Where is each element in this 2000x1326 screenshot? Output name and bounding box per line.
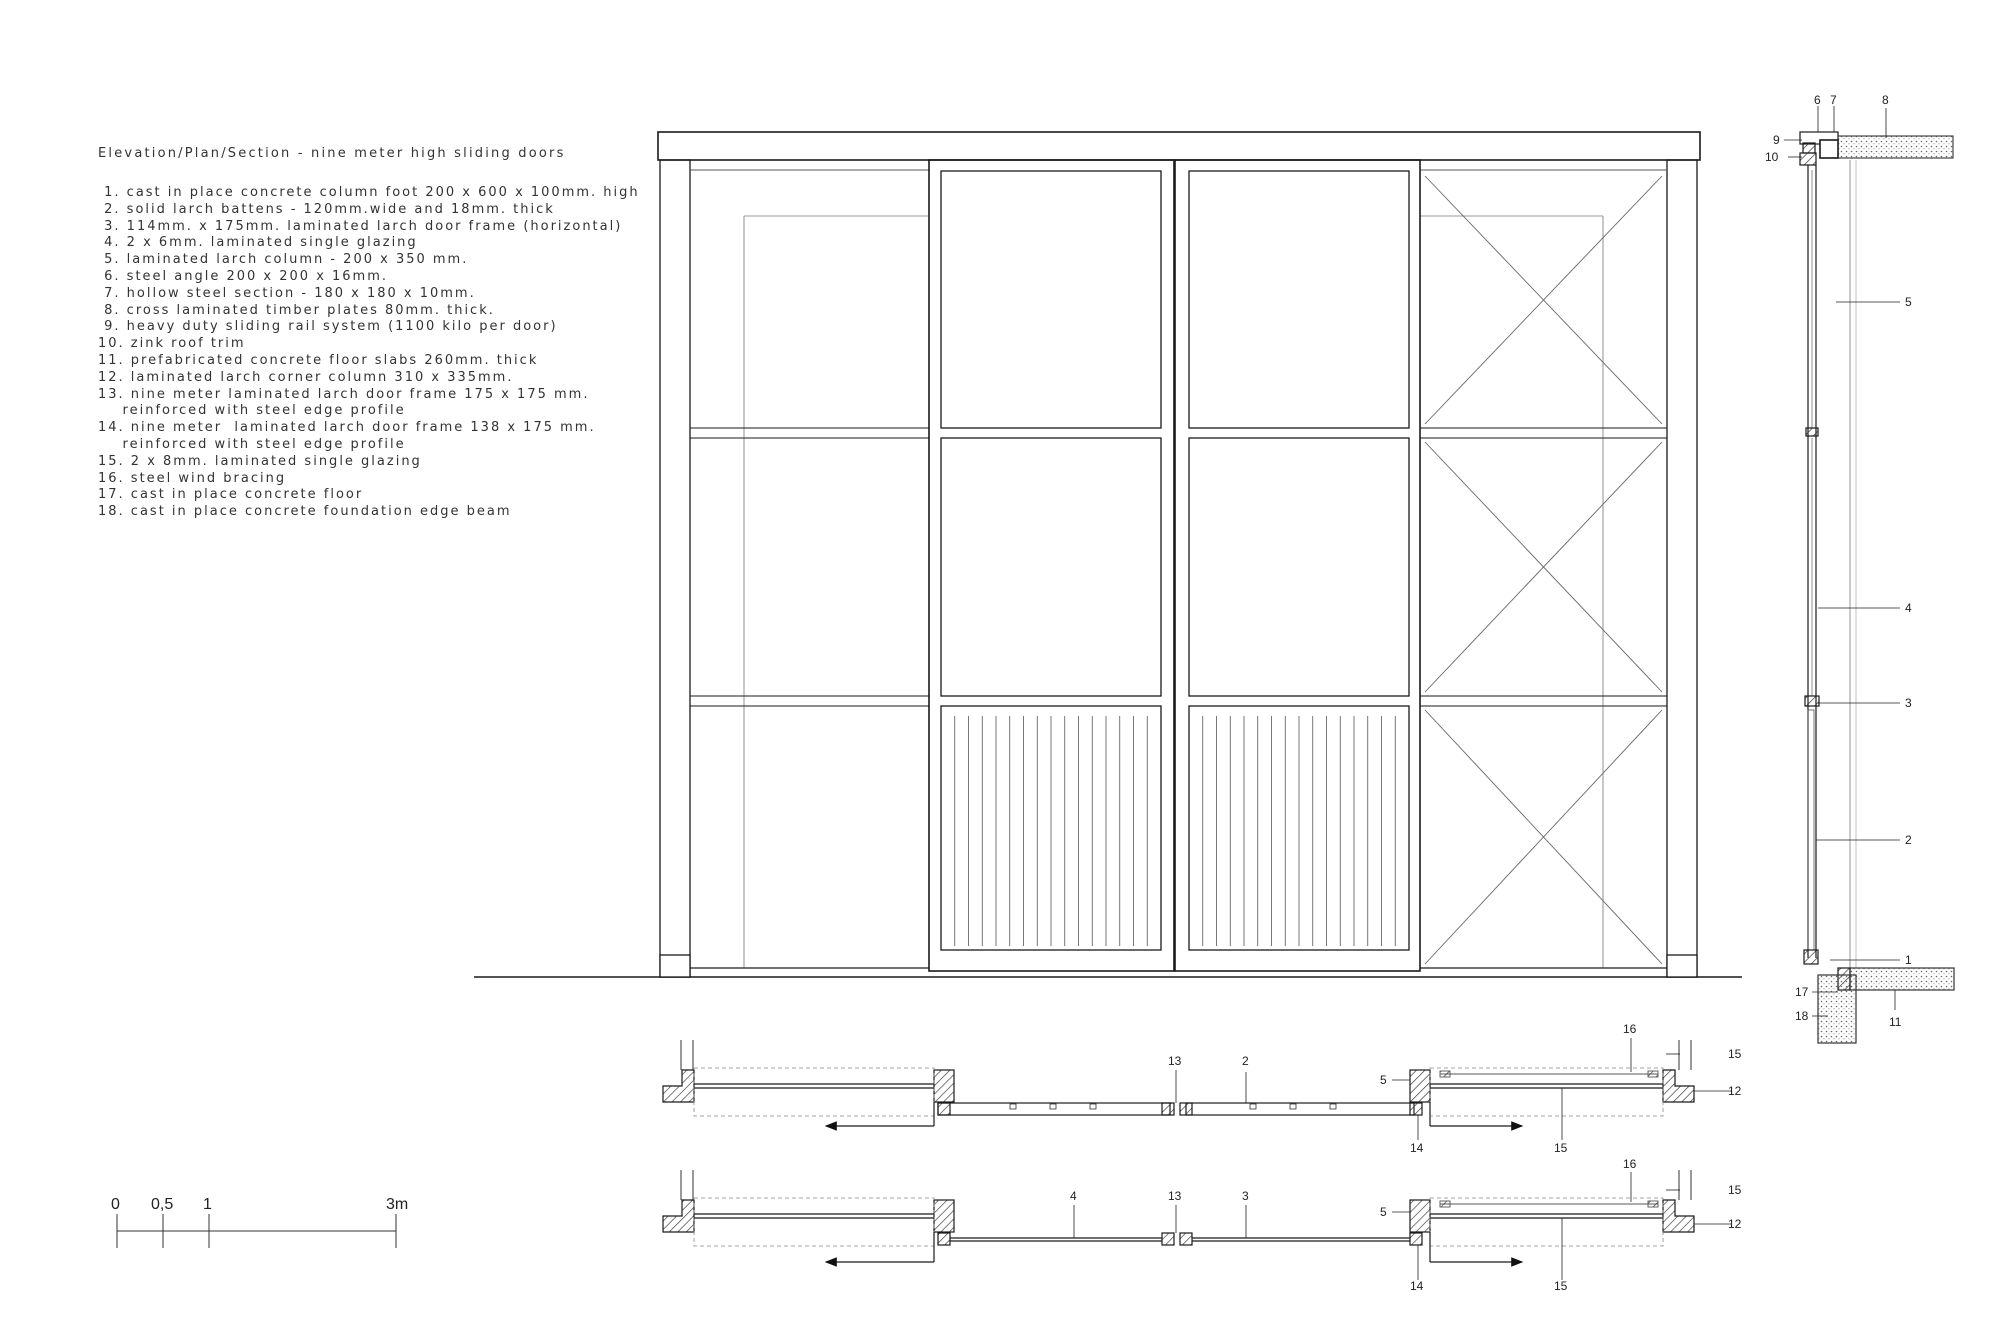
callout-12: 12 (1728, 1217, 1742, 1231)
callout-4: 4 (1905, 601, 1912, 615)
plan-open-leaders (1176, 1038, 1732, 1140)
note-item: 13. nine meter laminated larch door frame 175 x 175 mm. reinforced with steel edge profile (98, 386, 590, 419)
larch-battens (1203, 716, 1396, 946)
callout-3: 3 (1242, 1189, 1249, 1203)
callout-5: 5 (1380, 1073, 1387, 1087)
scale-label-0-5: 0,5 (151, 1196, 174, 1213)
callout-15: 15 (1554, 1141, 1568, 1155)
notes-list (98, 185, 640, 521)
callout-1: 1 (1905, 953, 1912, 967)
note-item: 18. cast in place concrete foundation edge beam (98, 504, 512, 520)
plan-open (663, 1040, 1694, 1126)
corner-column-left (663, 1200, 694, 1232)
drawing-title: Elevation/Plan/Section - nine meter high sliding doors (98, 146, 566, 161)
corner-column-right (1663, 1070, 1694, 1102)
note-item: 6. steel angle 200 x 200 x 16mm. (98, 268, 389, 284)
vertical-section (1800, 132, 1954, 1043)
door-panel (1186, 1103, 1414, 1115)
callout-12: 12 (1728, 1084, 1742, 1098)
note-item: 15. 2 x 8mm. laminated single glazing (98, 453, 422, 469)
corner-column-left (663, 1070, 694, 1102)
floor-slab (1850, 968, 1954, 990)
callout-2: 2 (1905, 833, 1912, 847)
callout-4: 4 (1070, 1189, 1077, 1203)
callout-18: 18 (1795, 1009, 1809, 1023)
scale-label-3m: 3m (386, 1196, 409, 1213)
hollow-steel-section (1820, 140, 1838, 158)
note-item: 1. cast in place concrete column foot 200 x 600 x 100mm. high (98, 185, 640, 200)
larch-battens (955, 716, 1148, 946)
scale-label-1: 1 (203, 1196, 212, 1213)
callout-15: 15 (1554, 1279, 1568, 1293)
legend (98, 146, 640, 521)
scale-label-0: 0 (111, 1196, 120, 1213)
plan-closed-callouts (1070, 1157, 1742, 1293)
callout-15: 15 (1728, 1183, 1742, 1197)
roof-slab (1833, 136, 1953, 158)
callout-5: 5 (1380, 1205, 1387, 1219)
callout-9: 9 (1773, 133, 1780, 147)
callout-8: 8 (1882, 93, 1889, 107)
section-leaders (1784, 106, 1900, 1016)
note-item: 11. prefabricated concrete floor slabs 260mm. thick (98, 352, 539, 368)
callout-14: 14 (1410, 1141, 1424, 1155)
right-column-foot (1667, 955, 1697, 977)
foundation-edge-beam (1818, 975, 1856, 1043)
callout-16: 16 (1623, 1157, 1637, 1171)
callout-14: 14 (1410, 1279, 1424, 1293)
rail-system (1803, 143, 1815, 153)
scale-bar (117, 1214, 396, 1248)
note-item: 10. zink roof trim (98, 336, 246, 352)
top-beam (658, 132, 1700, 160)
note-item: 8. cross laminated timber plates 80mm. thick. (98, 302, 495, 318)
left-fixed-bay (690, 170, 929, 968)
plan-closed (663, 1170, 1694, 1262)
callout-10: 10 (1765, 150, 1779, 164)
callout-2: 2 (1242, 1054, 1249, 1068)
sliding-door-left (929, 160, 1174, 971)
corner-column-right (1663, 1200, 1694, 1232)
callout-13: 13 (1168, 1054, 1182, 1068)
right-column (1667, 160, 1697, 977)
wind-bracing (1425, 176, 1662, 964)
note-item: 12. laminated larch corner column 310 x 335mm. (98, 369, 514, 385)
callout-6: 6 (1814, 93, 1821, 107)
sliding-door-right (1175, 160, 1420, 971)
right-braced-bay (1420, 170, 1667, 968)
note-item: 3. 114mm. x 175mm. laminated larch door frame (horizontal) (98, 218, 623, 234)
callout-16: 16 (1623, 1022, 1637, 1036)
note-item: 16. steel wind bracing (98, 470, 287, 486)
callout-7: 7 (1830, 93, 1837, 107)
note-item: 9. heavy duty sliding rail system (1100 kilo per door) (98, 319, 558, 335)
callout-5: 5 (1905, 295, 1912, 309)
note-item: 2. solid larch battens - 120mm.wide and 18mm. thick (98, 201, 555, 217)
callout-3: 3 (1905, 696, 1912, 710)
left-column-foot (660, 955, 690, 977)
note-item: 4. 2 x 6mm. laminated single glazing (98, 235, 418, 251)
left-column (660, 160, 690, 977)
section-callouts (1765, 93, 1912, 1029)
note-item: 7. hollow steel section - 180 x 180 x 10mm. (98, 285, 476, 301)
note-item: 17. cast in place concrete floor (98, 487, 364, 503)
callout-17: 17 (1795, 985, 1809, 999)
note-item: 5. laminated larch column - 200 x 350 mm. (98, 252, 469, 268)
elevation-drawing (474, 132, 1742, 977)
callout-13: 13 (1168, 1189, 1182, 1203)
callout-11: 11 (1889, 1015, 1902, 1029)
note-item: 14. nine meter laminated larch door frame 138 x 175 mm. reinforced with steel edge profile (98, 420, 596, 452)
callout-15: 15 (1728, 1047, 1742, 1061)
